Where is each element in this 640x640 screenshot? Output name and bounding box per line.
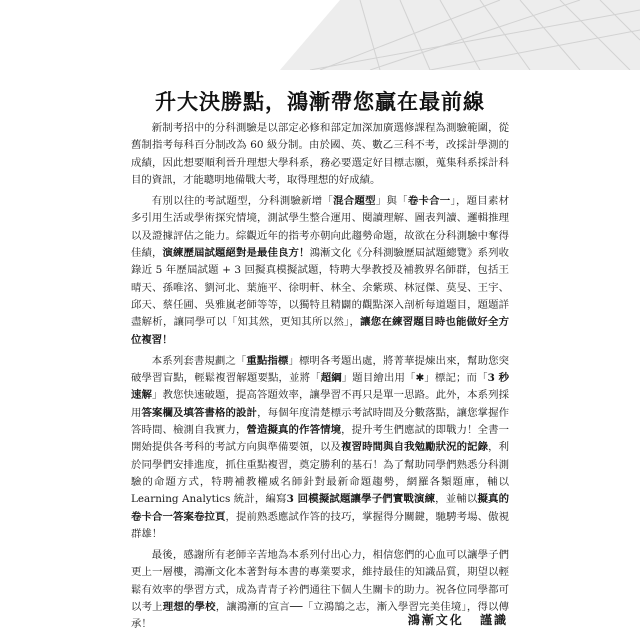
paragraph <box>131 353 509 543</box>
emphasis-text: 超綱 <box>320 372 342 385</box>
emphasis-text: 答案欄及填答書格的設計 <box>141 406 258 419</box>
emphasis-text: 複習時間與自我勉勵狀況的記錄 <box>341 441 489 454</box>
paragraph-text: ，利於同學們安排進度，抓住重點複習，奠定勝利的基石！為了幫助同學們熟悉分科測驗的命題方式，特聘補教權威名師針對最新命題趨勢，網羅各類題庫，輔以 Learning Analytics 統計，編寫 <box>131 441 510 506</box>
emphasis-text: 3 秒速解 <box>131 372 509 402</box>
paragraph-text: ，讓鴻漸的宣言──「立鴻鵠之志，漸入學習完美佳境」，得以傳承！ <box>131 601 510 631</box>
paragraph-text: 新制考招中的分科測驗是以部定必修和部定加深加廣選修課程為測驗範圍，從舊制指考每科百分制改為 60 級分制。由於國、英、數乙三科不考，改採計學測的成績，因此想要順利晉升理想大學科系，務必要選定好目標志願，蒐集科系採計科目的資訊，才能聰明地備戰大考，取得理想的好成績。 <box>131 122 509 186</box>
emphasis-text: 營造擬真的作答情境 <box>246 424 342 437</box>
emphasis-text: 演練歷屆試題絕對是最佳良方！ <box>162 247 310 260</box>
paragraph-text: 有別以往的考試題型，分科測驗新增「 <box>151 195 334 208</box>
paragraph-text: 」題目繪出用「✱」標記；而「 <box>341 372 488 385</box>
emphasis-text: 卷卡合一 <box>407 195 451 208</box>
paragraph-text: 」標明各考題出處，將菁華提煉出來，幫助您突破學習盲點，輕鬆複習解題要點，並將「 <box>131 354 510 385</box>
signature <box>408 611 508 628</box>
paragraph-text: 」與「 <box>375 195 408 208</box>
emphasis-text: 混合題型 <box>333 195 376 208</box>
signature-org: 鴻漸文化 <box>407 613 464 627</box>
page-title: 升大決勝點，鴻漸帶您贏在最前線 <box>155 89 485 114</box>
paragraph <box>131 120 509 189</box>
signature-word: 謹識 <box>479 613 508 627</box>
emphasis-text: 讓您在練習題目時也能做好全方位複習！ <box>131 316 509 346</box>
paragraph-text: 」，題目素材多引用生活或學術探究情境，測試學生整合運用、閱讀理解、圖表判讀、邏輯推理以及證據評估之能力。綜觀近年的指考亦朝向此趨勢命題，故欲在分科測驗中奪得佳績， <box>131 195 510 260</box>
emphasis-text: 3 回模擬試題讓學子們實戰演練 <box>286 493 436 506</box>
paragraph <box>131 193 509 349</box>
paragraph-text: 本系列套書規劃之「 <box>151 354 247 367</box>
paragraph-text: 鴻漸文化《分科測驗歷屆試題總覽》系列收錄近 5 年歷屆試題 + 3 回擬真模擬試題，特聘大學教授及補教界名師群，包括王晴天、孫唯洺、劉河北、葉施平、徐明軒、林全、余紫瑛、林冠傑、莫旻、王宇、邱天、蔡任圃、吳雅嵐老師等等，以獨特且精闢的觀點深入剖析每道題目，題題詳盡解析，讓同學可以「知其然，更知其所以然」， <box>131 247 510 329</box>
emphasis-text: 擬真的卷卡合一答案卷拉頁 <box>131 493 509 523</box>
paragraph-text: ，提前熟悉應試作答的技巧，掌握得分關鍵，馳騁考場、傲視群雄！ <box>131 510 510 540</box>
body-text <box>131 120 509 638</box>
paragraph-text: 」教您快速破題，提高答題效率，讓學習不再只是單一思路。此外，本系列採用 <box>131 389 510 419</box>
decorative-header-band <box>280 0 640 70</box>
paragraph-text: ，提升考生們應試的即戰力！全書一開始提供各考科的考試方向與準備要領，以及 <box>131 424 510 454</box>
paragraph-text: 最後，感謝所有老師辛苦地為本系列付出心力，相信您們的心血可以讓學子們更上一層樓，鴻漸文化本著對每本書的專業要求，維持最佳的知識品質，期望以輕鬆有效率的學習方式，成為青青子衿們通往下個人生關卡的助力。祝各位同學都可以考上 <box>131 549 509 614</box>
paragraph-text: ，每個年度清楚標示考試時間及分數落點，讓您掌握作答時間、檢測自我實力， <box>131 406 510 437</box>
emphasis-text: 重點指標 <box>246 354 289 367</box>
paragraph-text: ，並輔以 <box>435 493 478 506</box>
emphasis-text: 理想的學校 <box>162 601 216 614</box>
